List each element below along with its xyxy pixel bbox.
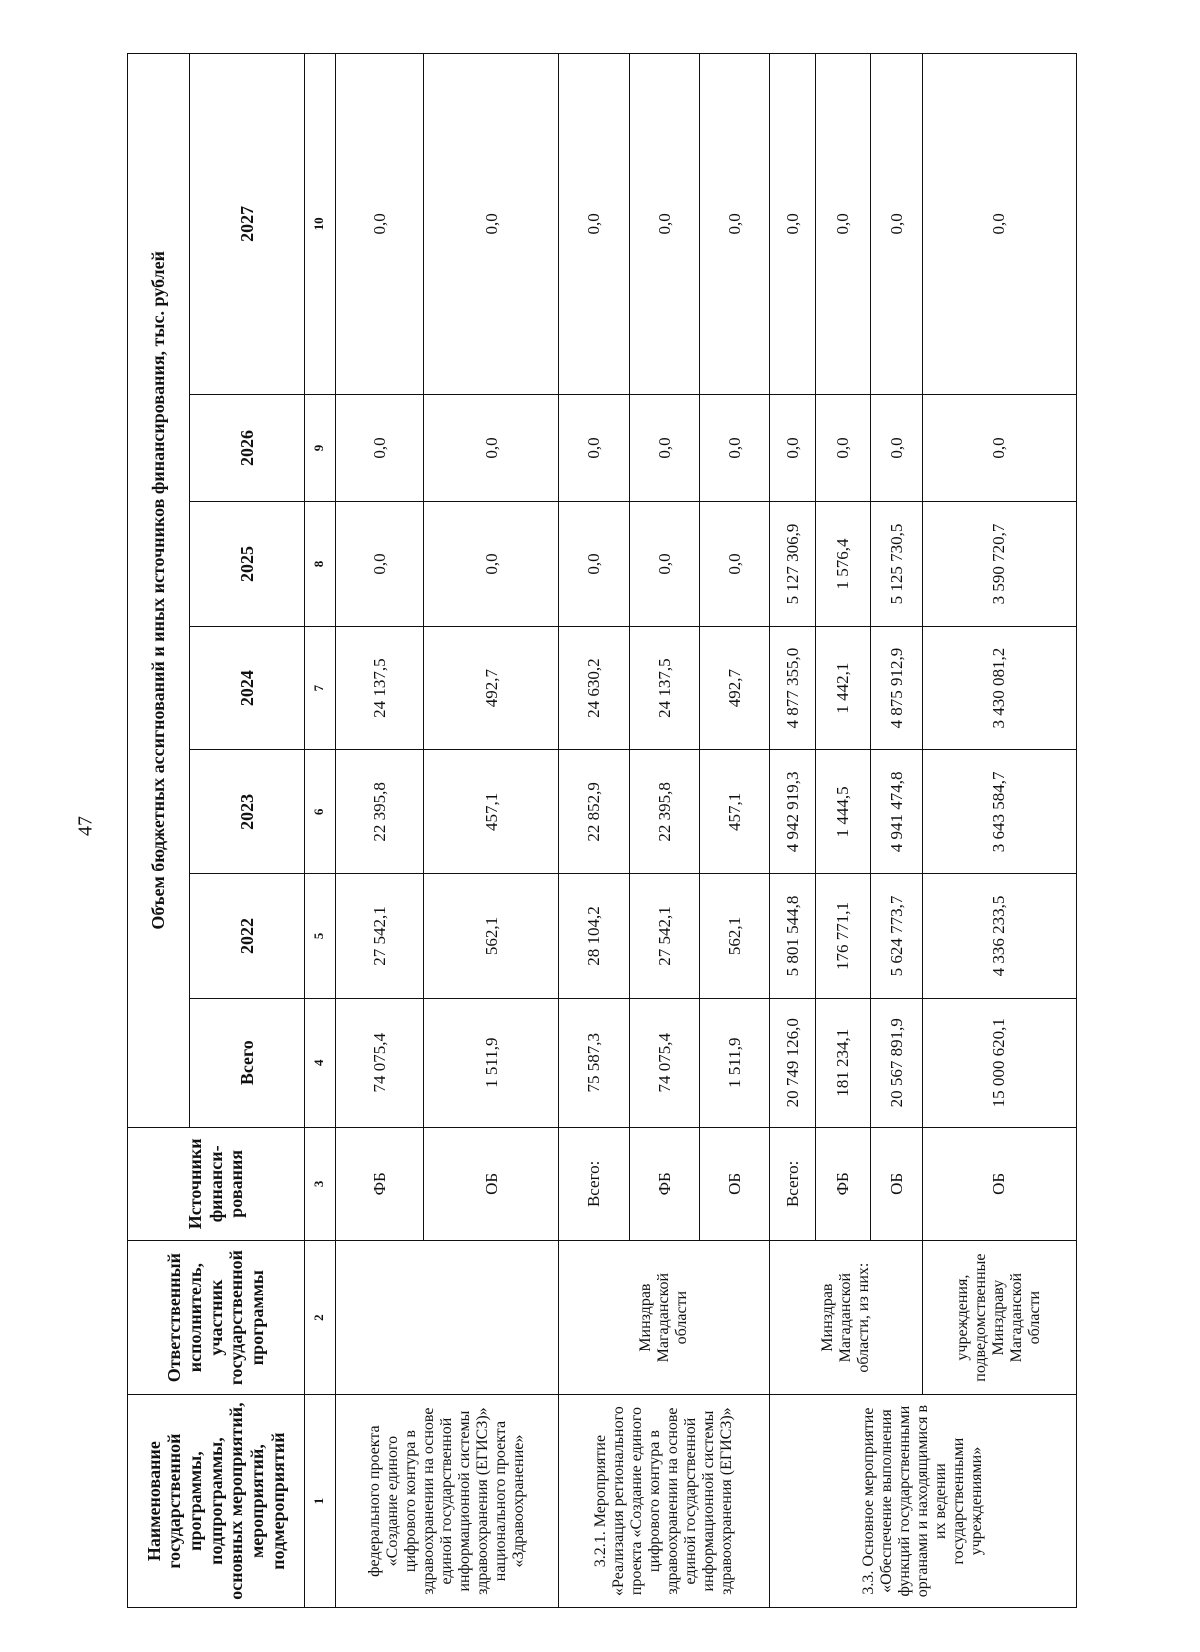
column-number: 6: [305, 750, 336, 874]
budget-table-rotated: [127, 53, 1077, 1608]
value-2027: 0,0: [871, 54, 922, 395]
header-row-group: [128, 54, 190, 1608]
header-col-name: Наименование государственной программы, подпрограммы, основных мероприятий, мероприятий, подмероприятий: [128, 1395, 305, 1608]
budget-table: [127, 53, 1077, 1608]
value-2022: 176 771,1: [815, 874, 871, 999]
value-2027: 0,0: [424, 54, 559, 395]
value-total: 181 234,1: [815, 998, 871, 1127]
value-2026: 0,0: [424, 394, 559, 501]
value-2024: 492,7: [424, 626, 559, 750]
value-2023: 4 941 474,8: [871, 750, 922, 874]
header-financing-group: Объем бюджетных ассигнований и иных источников финансирования, тыс. рублей: [128, 54, 190, 1128]
header-year: 2026: [189, 394, 304, 501]
value-2023: 457,1: [424, 750, 559, 874]
value-2027: 0,0: [770, 54, 815, 395]
value-2024: 24 137,5: [335, 626, 424, 750]
value-total: 1 511,9: [700, 998, 770, 1127]
value-2022: 27 542,1: [630, 874, 700, 999]
value-2022: 27 542,1: [335, 874, 424, 999]
row-source: ОБ: [700, 1127, 770, 1241]
value-2024: 3 430 081,2: [922, 626, 1076, 750]
column-number: 5: [305, 874, 336, 999]
value-2025: 1 576,4: [815, 502, 871, 627]
value-2025: 3 590 720,7: [922, 502, 1076, 627]
row-name: 3.2.1. Мероприятие «Реализация регионального проекта «Создание единого цифрового контура в здравоохранении на основе единой государственной информационной системы здравоохранения (ЕГИСЗ)»: [559, 1395, 770, 1608]
row-source: ОБ: [424, 1127, 559, 1241]
header-year: 2025: [189, 502, 304, 627]
value-2023: 22 395,8: [335, 750, 424, 874]
value-2024: 24 630,2: [559, 626, 630, 750]
row-name: федерального проекта «Создание единого цифрового контура в здравоохранении на основе единой государственной информационной системы здравоохранения (ЕГИСЗ)» национального проекта «Здравоохранение»: [335, 1395, 558, 1608]
row-source: Всего:: [770, 1127, 815, 1241]
value-2023: 457,1: [700, 750, 770, 874]
row-name: 3.3. Основное мероприятие «Обеспечение выполнения функций государственными органами и находящимися в их ведении государственными учреждениями»: [770, 1395, 1077, 1608]
column-number: 8: [305, 502, 336, 627]
column-number: 4: [305, 998, 336, 1127]
value-2025: 5 127 306,9: [770, 502, 815, 627]
header-year: 2022: [189, 874, 304, 999]
value-total: 20 567 891,9: [871, 998, 922, 1127]
value-2026: 0,0: [770, 394, 815, 501]
value-2026: 0,0: [871, 394, 922, 501]
header-year: 2024: [189, 626, 304, 750]
header-col-responsible: Ответственный исполнитель, участник государственной программы: [128, 1241, 305, 1395]
header-year: 2027: [189, 54, 304, 395]
value-2024: 492,7: [700, 626, 770, 750]
value-total: 74 075,4: [335, 998, 424, 1127]
row-source: ФБ: [815, 1127, 871, 1241]
value-2022: 4 336 233,5: [922, 874, 1076, 999]
value-2023: 3 643 584,7: [922, 750, 1076, 874]
value-2027: 0,0: [922, 54, 1076, 395]
row-source: ОБ: [922, 1127, 1076, 1241]
value-2023: 22 852,9: [559, 750, 630, 874]
table-row: [922, 54, 1076, 1608]
value-total: 15 000 620,1: [922, 998, 1076, 1127]
header-row-numbers: [305, 54, 336, 1608]
value-2023: 22 395,8: [630, 750, 700, 874]
value-2025: 0,0: [700, 502, 770, 627]
value-2022: 562,1: [424, 874, 559, 999]
row-source: ФБ: [335, 1127, 424, 1241]
column-number: 10: [305, 54, 336, 395]
value-2026: 0,0: [630, 394, 700, 501]
row-source: ФБ: [630, 1127, 700, 1241]
value-2027: 0,0: [630, 54, 700, 395]
page-number: 47: [74, 816, 97, 836]
value-2023: 1 444,5: [815, 750, 871, 874]
row-responsible: [335, 1241, 558, 1395]
value-2027: 0,0: [700, 54, 770, 395]
value-2027: 0,0: [559, 54, 630, 395]
value-2024: 1 442,1: [815, 626, 871, 750]
row-responsible-sub: учреждения, подведомственные Минздраву Магаданской области: [922, 1241, 1076, 1395]
value-2026: 0,0: [700, 394, 770, 501]
value-2025: 0,0: [424, 502, 559, 627]
header-col-source: Источники финанси-рования: [128, 1127, 305, 1241]
value-2027: 0,0: [815, 54, 871, 395]
value-2022: 562,1: [700, 874, 770, 999]
value-2022: 28 104,2: [559, 874, 630, 999]
value-2026: 0,0: [559, 394, 630, 501]
row-source: Всего:: [559, 1127, 630, 1241]
value-2024: 24 137,5: [630, 626, 700, 750]
table-row: [559, 54, 630, 1608]
value-total: 1 511,9: [424, 998, 559, 1127]
row-responsible: Минздрав Магаданской области, из них:: [770, 1241, 922, 1395]
value-2026: 0,0: [335, 394, 424, 501]
column-number: 3: [305, 1127, 336, 1241]
value-2026: 0,0: [815, 394, 871, 501]
value-2024: 4 877 355,0: [770, 626, 815, 750]
value-2026: 0,0: [922, 394, 1076, 501]
value-2025: 5 125 730,5: [871, 502, 922, 627]
value-2024: 4 875 912,9: [871, 626, 922, 750]
value-2027: 0,0: [335, 54, 424, 395]
value-2025: 0,0: [335, 502, 424, 627]
value-2025: 0,0: [559, 502, 630, 627]
value-total: 20 749 126,0: [770, 998, 815, 1127]
table-row: [770, 54, 815, 1608]
column-number: 1: [305, 1395, 336, 1608]
value-2022: 5 801 544,8: [770, 874, 815, 999]
row-source: ОБ: [871, 1127, 922, 1241]
value-2023: 4 942 919,3: [770, 750, 815, 874]
value-total: 74 075,4: [630, 998, 700, 1127]
column-number: 9: [305, 394, 336, 501]
table-row: [335, 54, 424, 1608]
column-number: 2: [305, 1241, 336, 1395]
row-responsible: Минздрав Магаданской области: [559, 1241, 770, 1395]
value-total: 75 587,3: [559, 998, 630, 1127]
header-year: 2023: [189, 750, 304, 874]
value-2025: 0,0: [630, 502, 700, 627]
header-col-total: Всего: [189, 998, 304, 1127]
column-number: 7: [305, 626, 336, 750]
value-2022: 5 624 773,7: [871, 874, 922, 999]
